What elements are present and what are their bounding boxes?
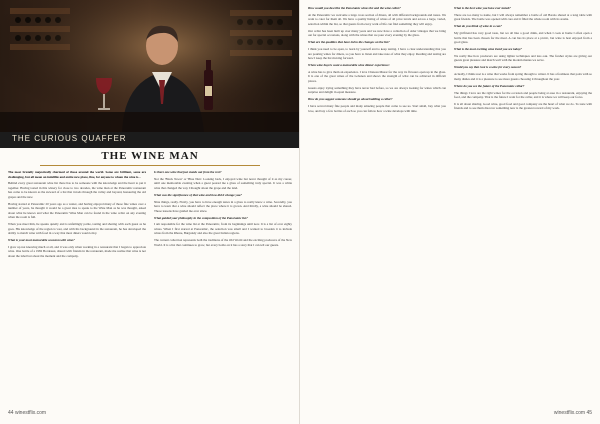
body-paragraph: There are too many to name, but I will always remember a bottle of old Barolo shared at a long table with great friends. The bottle was opened with care and it filled the whole room with its aroma.: [454, 12, 592, 22]
interview-question: What was the significance of that wine and how did it change you?: [154, 192, 242, 197]
body-paragraph: It is all about sharing. Good wine, good food and good company are the heart of what we do. To taste with friends and to see them discover something new is the greatest reward of my work.: [454, 101, 592, 111]
interview-question: Is there one wine that just stands out from the rest?: [154, 170, 222, 174]
right-site-name: winestflix.com: [553, 410, 586, 416]
interview-question: What are the qualities that have led to the changes on the list?: [308, 40, 390, 45]
title-rule: [40, 165, 260, 166]
body-paragraph: At the Panoramic we welcome a large cross section of diners, all with different backgrounds and tastes. We want to cater for them all. We have a quality listing of wines of all price levels and across a large, varied, selection within the list, so that guests from every walk of life can find something they will enjoy.: [308, 12, 446, 26]
body-paragraph: Behind every great restaurant wine list there has to be someone with the knowledge and the heart to put it together. Having tasted in this winery for close to two decades, the wine man at the Panoramic restaurant has come to be known as the steward of a list that travels through the valley and beyond, honouring the old grapes and the new.: [8, 181, 146, 199]
left-site-name: winestflix.com: [14, 410, 47, 416]
interview-question: What is the best wine you have ever tasted?: [454, 6, 511, 10]
body-paragraph: Not the 'Black Tower' or 'Blue Nun'. Looking back, I enjoyed wine but never thought of it as my career, until one memorable evening when a guest poured me a glass of something truly special. It was a white wine that changed the way I thought about the grape and the land.: [154, 176, 292, 190]
left-folio: [8, 410, 46, 416]
left-column-1: [8, 170, 146, 406]
interview-question: How do you suggest someone should go about building a cellar?: [308, 97, 393, 102]
interview-question: Would you say that rosé is a wine for every season?: [454, 65, 522, 70]
left-column-2: [154, 170, 292, 406]
wine-man-photo: [0, 0, 300, 132]
body-paragraph: I have served many fine people and many amazing people that come to see us. Start small, buy what you love, and buy a few bottles of each so you can follow how a wine develops with time.: [308, 104, 446, 113]
body-paragraph: Having started at Panoramic 20 years ago as a waiter, and having enjoyed many of those fine wines over a number of years, he thought it would be a great idea to speak to the Wine Man as he was thought, asked about what he knows and what the Panoramic Wine Man can be found in the wine cellar on any evening when the room is full.: [8, 201, 146, 220]
body-paragraph: A wine has to give them an experience. I love Chateau Musar for the way its flavours open up in the glass. It is one of the great wines of the Lebanon and shows the strength of what can be achieved in difficult places.: [308, 69, 446, 83]
interview-question: What guided your philosophy in the composition of the Panoramic list?: [154, 215, 248, 220]
right-page-number: 45: [586, 410, 592, 416]
body-paragraph: The current collection represents both the traditions of the Old World and the exciting producers of the New World. It is a list that continues to grow, but every bottle on it has a story that I can tell our guests.: [154, 238, 292, 247]
body-paragraph: My girlfriend has very good taste, but we all like a good drink, and when I cook at home I often open a bottle that has been chosen for the meal. A can has its place at a picnic, but wine is best enjoyed from a good glass.: [454, 31, 592, 45]
photo-illustration: [0, 0, 300, 132]
interview-question: Where do you see the future of the Panoramic cellar?: [454, 83, 525, 88]
body-paragraph: When you meet him, he speaks quietly and is unfailingly polite, tasting and sharing with each guest as he goes. His knowledge of the region is vast, and with his background in the restaurant, he has developed the ability to match wine with food in a way that most diners would envy.: [8, 222, 146, 236]
body-paragraph: I grew up not knowing much at all, and it was only when working in a restaurant that I began to appreciate wine. One bottle of a 1982 Bordeaux, shared with friends in the restaurant, made me realise that wine is not about the label but about the moment and the company.: [8, 244, 146, 258]
section-caption: THE CURIOUS QUAFFER: [12, 134, 127, 143]
body-paragraph: Actually, I think rosé is a wine that works from spring through to winter. It has a freshness that pairs with so many dishes and it is a pleasure to see more guests choosing it throughout the year.: [454, 72, 592, 81]
interview-question: When wine buyers want a memorable wine dinner experience:: [308, 62, 390, 67]
right-column-2: [454, 6, 592, 406]
article-standfirst: The most brutally majestically charmed of those around the world. Some are brilliant, some are challenging, but all mean an indelible and entire new place, fine, for anyone to whom the wine is...: [8, 170, 146, 179]
section-caption-bar: [0, 132, 300, 148]
right-page: [300, 0, 600, 424]
body-paragraph: I am responsible for the wine list at the Panoramic, from its beginnings until now. It is a list of over eighty wines. When I first started at Panoramic, the selection was small and I wanted to broaden it to include wines from the Rhone, Burgundy and also the great Italian regions.: [154, 222, 292, 236]
interview-question: How would you describe the Panoramic wines list and the wine cellar?: [308, 6, 401, 10]
article-title: THE WINE MAN: [101, 150, 199, 162]
body-paragraph: The things I love are the right wines for the occasion and people being at ease in a restaurant, enjoying the food, and the company. That is the future I want for the cellar, and it is where we will keep our focus.: [454, 90, 592, 100]
interview-question: What is your most memorable occasion with wine?: [8, 238, 75, 243]
body-paragraph: Our cellar has been built up over many years and we now have a collection of older vintages that we bring out for special occasions, along with the wines that we pour every evening by the glass.: [308, 28, 446, 38]
body-paragraph: I think you need to be open, to learn by yourself and to keep tasting. I have a clear understanding that you are pouring wines for diners, so you have to listen and take note of what they enjoy. Reading and tasting are how I keep the list moving forward.: [308, 47, 446, 61]
body-paragraph: Nine things, really. Firstly, you have to have enough tastes in a glass to really know a wine. Secondly, you have to learn that a wine should reflect the place where it is grown. And thirdly, a wine should be shared. Those lessons have guided me ever since.: [154, 199, 292, 213]
interview-question: What do you think of wine in a can?: [454, 24, 502, 29]
body-paragraph: We really like how producers are using lighter techniques and less oak. The fresher styles are giving our guests great pleasure and match well with the modern menus we serve.: [454, 53, 592, 63]
left-page-number: 44: [8, 410, 14, 416]
right-column-1: [308, 6, 446, 406]
body-paragraph: Guests enjoy trying something they have never had before, so we are always looking for wines which can surprise and delight in equal measure.: [308, 85, 446, 95]
interview-question: What is the most exciting wine trend you see today?: [454, 47, 522, 52]
right-folio: [554, 410, 592, 416]
